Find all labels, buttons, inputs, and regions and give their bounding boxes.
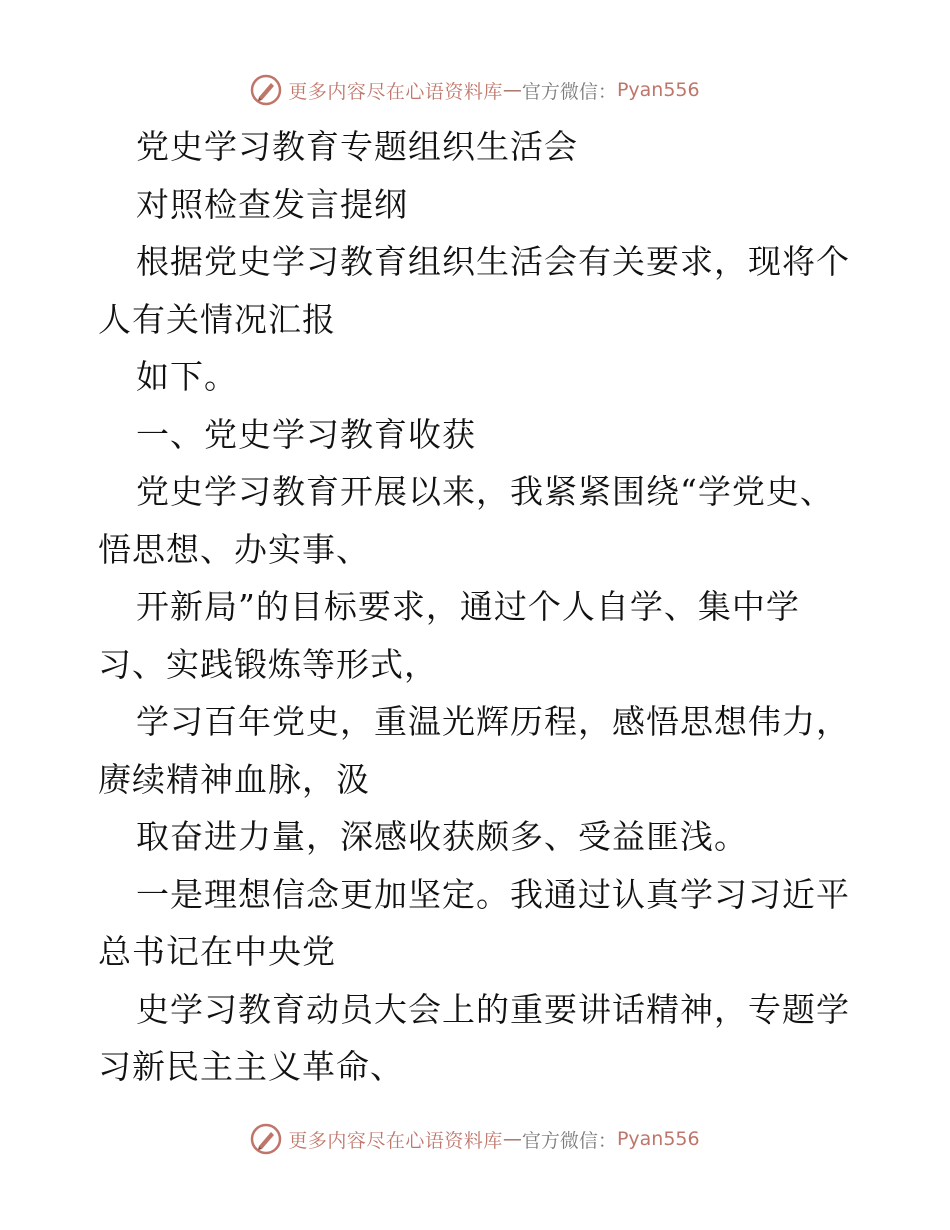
pen-logo-icon — [250, 74, 282, 106]
pen-logo-icon — [250, 1123, 282, 1155]
watermark-brand: 更多内容尽在心语资料库 — [288, 1129, 503, 1152]
text-line: 党史学习教育开展以来，我紧紧围绕“学党史、 — [136, 472, 834, 511]
text-line: 一是理想信念更加坚定。我通过认真学习习近平 — [136, 874, 850, 914]
watermark-separator: — — [502, 1128, 522, 1150]
text-line: 党史学习教育专题组织生活会 — [136, 127, 578, 166]
text-line: 取奋进力量，深感收获颇多、受益匪浅。 — [136, 817, 748, 856]
text-line: 一、党史学习教育收获 — [136, 414, 476, 454]
watermark-wechat-label: 官方微信： — [521, 80, 617, 103]
text-line: 如下。 — [136, 357, 238, 396]
header-watermark — [0, 70, 950, 110]
text-line: 习、实践锻炼等形式， — [98, 644, 438, 684]
footer-watermark — [0, 1119, 950, 1159]
watermark-wechat-id: Pyan556 — [616, 79, 700, 101]
watermark-separator: — — [502, 79, 522, 101]
text-line: 根据党史学习教育组织生活会有关要求，现将个 — [136, 242, 850, 281]
text-line: 史学习教育动员大会上的重要讲话精神，专题学 — [136, 989, 850, 1029]
text-line: 总书记在中央党 — [98, 932, 336, 971]
watermark-brand: 更多内容尽在心语资料库 — [288, 80, 503, 103]
watermark-wechat-label: 官方微信： — [521, 1129, 617, 1152]
text-line: 悟思想、办实事、 — [98, 529, 370, 569]
text-line: 赓续精神血脉，汲 — [98, 759, 370, 799]
text-line: 对照检查发言提纲 — [136, 184, 408, 224]
document-body — [98, 118, 868, 1096]
text-line: 人有关情况汇报 — [98, 299, 336, 339]
watermark-wechat-id: Pyan556 — [616, 1128, 700, 1150]
text-line: 开新局”的目标要求，通过个人自学、集中学 — [136, 587, 800, 626]
text-line: 习新民主主义革命、 — [98, 1047, 404, 1086]
text-line: 学习百年党史，重温光辉历程，感悟思想伟力， — [136, 702, 850, 741]
